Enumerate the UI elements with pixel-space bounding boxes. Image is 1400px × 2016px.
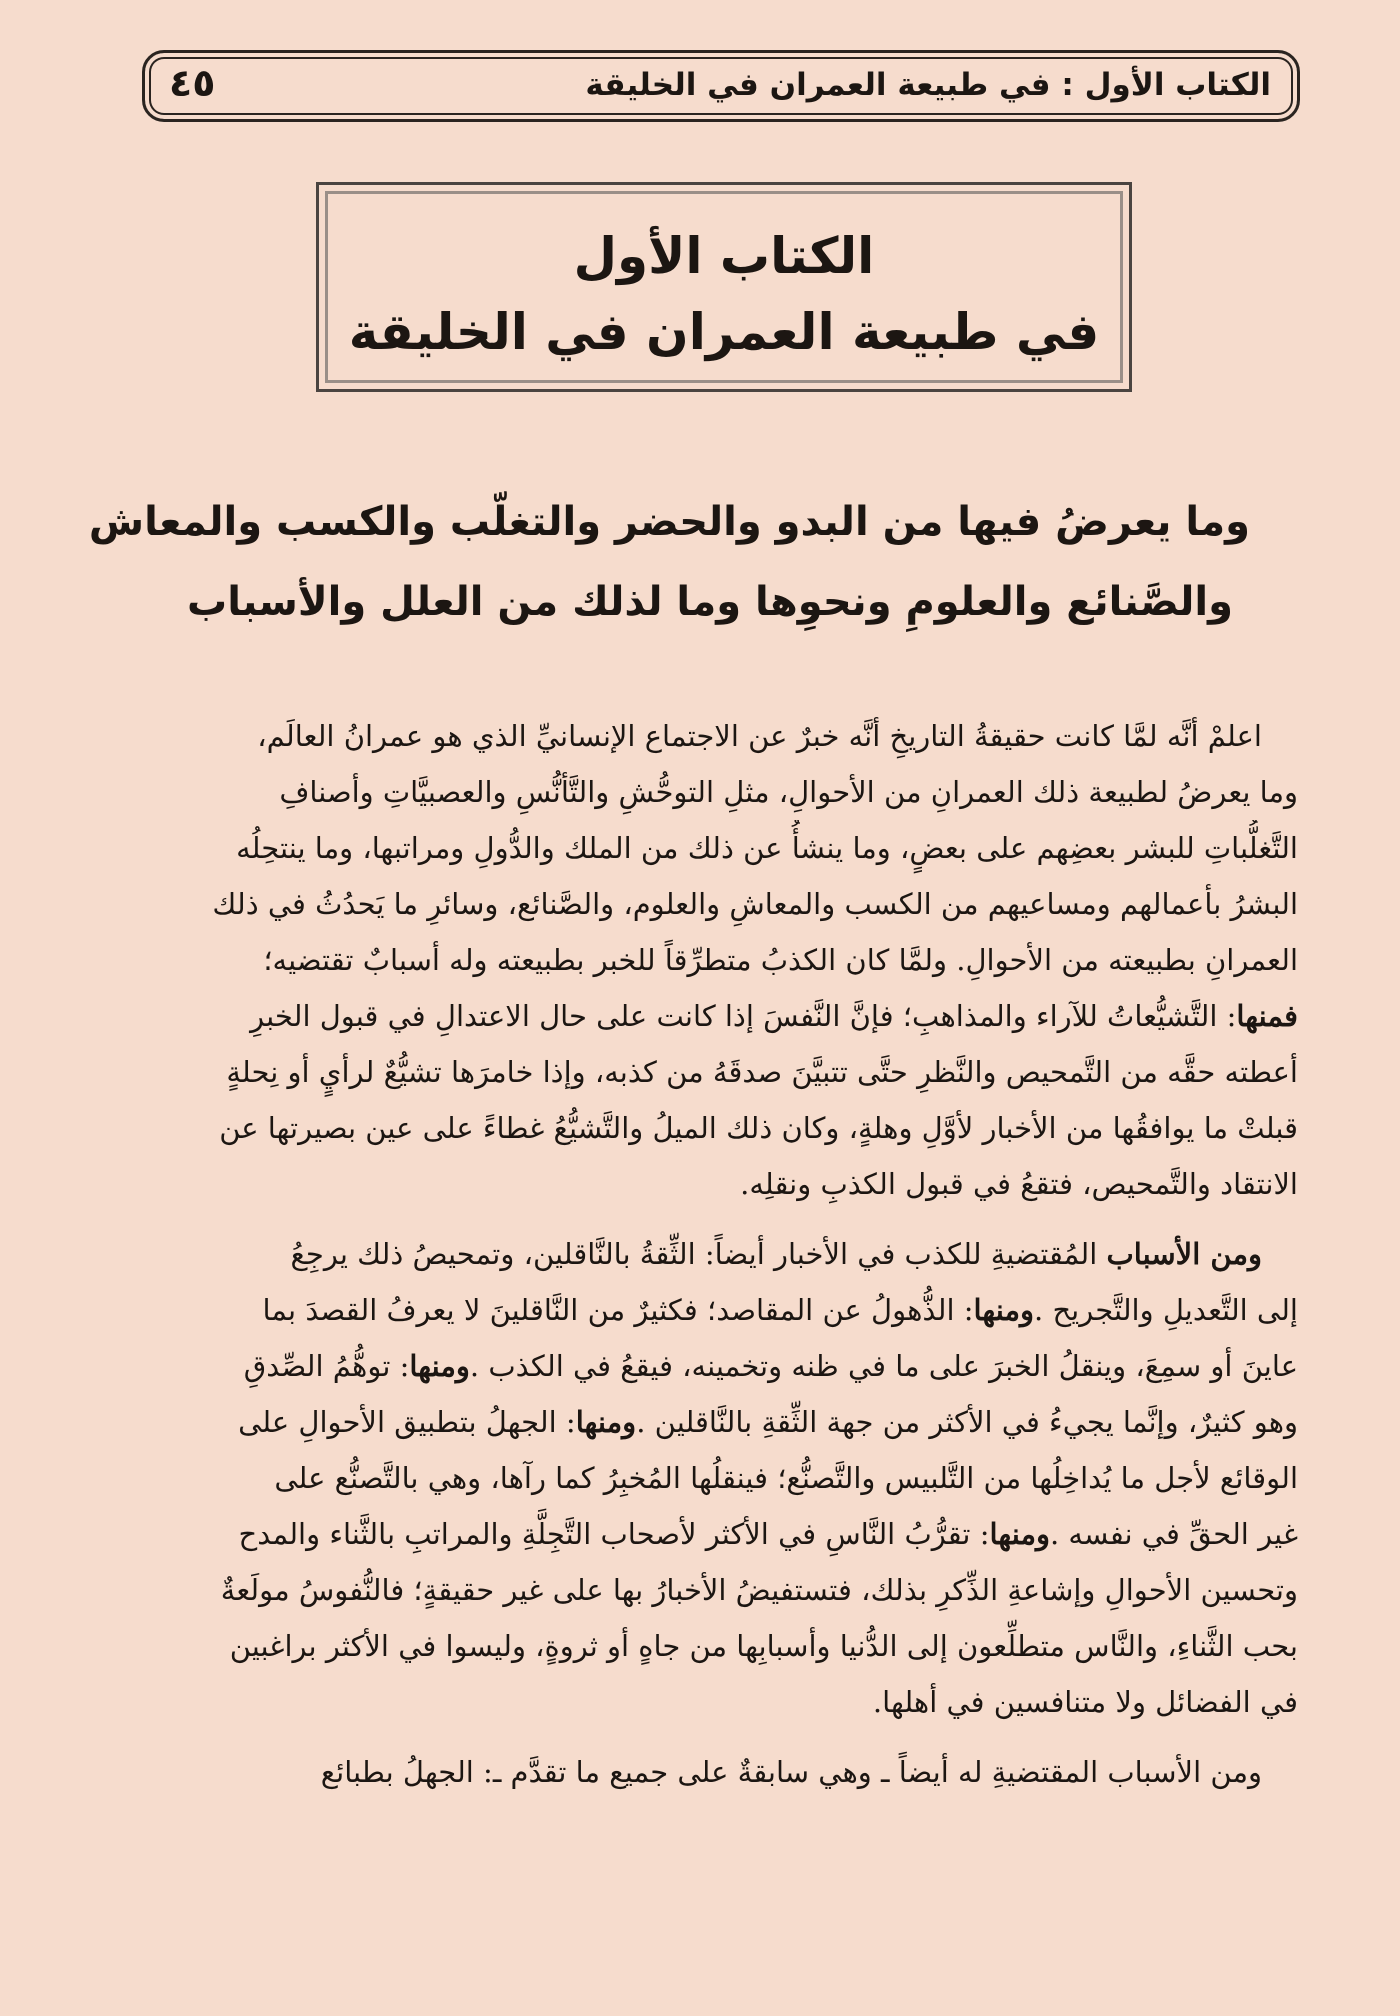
text-line: إلى التَّعديلِ والتَّجريح .ومنها: الذُّهولُ عن المقاصد؛ فكثيرٌ من النَّاقلينَ لا يعرفُ القصدَ بما	[262, 1293, 1298, 1327]
text-line: ومن الأسباب المُقتضيةِ للكذب في الأخبار أيضاً: الثِّقةُ بالنَّاقلين، وتمحيصُ ذلك يرجِعُ	[290, 1237, 1262, 1271]
bold-term: ومنها	[989, 1517, 1050, 1551]
running-header	[142, 50, 1300, 122]
text-line: وتحسين الأحوالِ وإشاعةِ الذِّكرِ بذلك، فتستفيضُ الأخبارُ بها على غير حقيقةٍ؛ فالنُّفوسُ مولَعةٌ	[220, 1573, 1298, 1607]
text-line: وهو كثيرٌ، وإنَّما يجيءُ في الأكثر من جهة الثِّقةِ بالنَّاقلين .ومنها: الجهلُ بتطبيق الأحوالِ على	[238, 1405, 1298, 1439]
bold-term: ومنها	[409, 1349, 470, 1383]
text-line: التَّغلُّباتِ للبشر بعضِهم على بعضٍ، وما ينشأُ عن ذلك من الملك والدُّولِ ومراتبها، وما ينتحِلُه	[236, 831, 1298, 865]
text-line: فمنها: التَّشيُّعاتُ للآراء والمذاهبِ؛ فإنَّ النَّفسَ إذا كانت على حال الاعتدالِ في قبول الخبرِ	[250, 999, 1298, 1033]
text-line: اعلمْ أنَّه لمَّا كانت حقيقةُ التاريخِ أنَّه خبرٌ عن الاجتماع الإنسانيِّ الذي هو عمرانُ العالَم،	[257, 719, 1262, 753]
bold-term: فمنها	[1236, 999, 1298, 1033]
chapter-subtitle	[88, 482, 1250, 642]
text-line: ومن الأسباب المقتضيةِ له أيضاً ـ وهي سابقةٌ على جميع ما تقدَّم ـ: الجهلُ بطبائع	[320, 1755, 1262, 1789]
book-title-box	[316, 182, 1132, 392]
text-line: وما يعرضُ لطبيعة ذلك العمرانِ من الأحوالِ، مثلِ التوحُّشِ والتَّأنُّسِ والعصبيَّاتِ وأصنافِ	[279, 775, 1298, 809]
bold-term: ومن الأسباب	[1106, 1237, 1262, 1271]
book-title-line-2: في طبيعة العمران في الخليقة	[348, 303, 1100, 361]
bold-term: ومنها	[973, 1293, 1034, 1327]
subtitle-line-1: وما يعرضُ فيها من البدو والحضر والتغلّب والكسب والمعاش	[88, 499, 1250, 545]
page-number: ٤٥	[169, 61, 216, 105]
text-line: غير الحقِّ في نفسه .ومنها: تقرُّبُ النَّاسِ في الأكثر لأصحاب التَّجِلَّةِ والمراتبِ بالثَّناء والمدح	[238, 1517, 1298, 1551]
text-line: في الفضائل ولا متنافسين في أهلها.	[872, 1685, 1298, 1719]
body-text	[150, 708, 1298, 1800]
text-line: قبلتْ ما يوافقُها من الأخبار لأوَّلِ وهلةٍ، وكان ذلك الميلُ والتَّشيُّعُ غطاءً على عين بصيرتها عن	[219, 1111, 1298, 1145]
subtitle-line-2: والصَّنائع والعلومِ ونحوِها وما لذلك من العلل والأسباب	[187, 579, 1233, 625]
text-line: أعطته حقَّه من التَّمحيص والنَّظرِ حتَّى تتبيَّنَ صدقَهُ من كذبه، وإذا خامرَها تشيُّعٌ لرأيٍ أو نِحلةٍ	[226, 1055, 1298, 1089]
text-line: الانتقاد والتَّمحيص، فتقعُ في قبول الكذبِ ونقلِه.	[740, 1167, 1298, 1201]
book-title-line-1: الكتاب الأول	[573, 227, 875, 285]
text-line: البشرُ بأعمالهم ومساعيهم من الكسب والمعاشِ والعلوم، والصَّنائع، وسائرِ ما يَحدُثُ في ذلك	[212, 887, 1298, 921]
text-line: عاينَ أو سمِعَ، وينقلُ الخبرَ على ما في ظنه وتخمينه، فيقعُ في الكذب .ومنها: توهُّمُ الصِّدقِ	[243, 1349, 1298, 1383]
paragraph-gap	[150, 1212, 1298, 1226]
running-title: الكتاب الأول : في طبيعة العمران في الخليقة	[585, 67, 1271, 103]
paragraph-gap	[150, 1730, 1298, 1744]
text-line: العمرانِ بطبيعته من الأحوالِ. ولمَّا كان الكذبُ متطرِّقاً للخبر بطبيعته وله أسبابٌ تقتضيه؛	[263, 943, 1298, 977]
text-line: بحب الثَّناءِ، والنَّاس متطلِّعون إلى الدُّنيا وأسبابِها من جاهٍ أو ثروةٍ، وليسوا في الأكثر براغبين	[229, 1629, 1298, 1663]
bold-term: ومنها	[575, 1405, 637, 1439]
text-line: الوقائع لأجل ما يُداخِلُها من التَّلبيس والتَّصنُّع؛ فينقلُها المُخبِرُ كما رآها، وهي بالتَّصنُّع على	[274, 1461, 1298, 1495]
